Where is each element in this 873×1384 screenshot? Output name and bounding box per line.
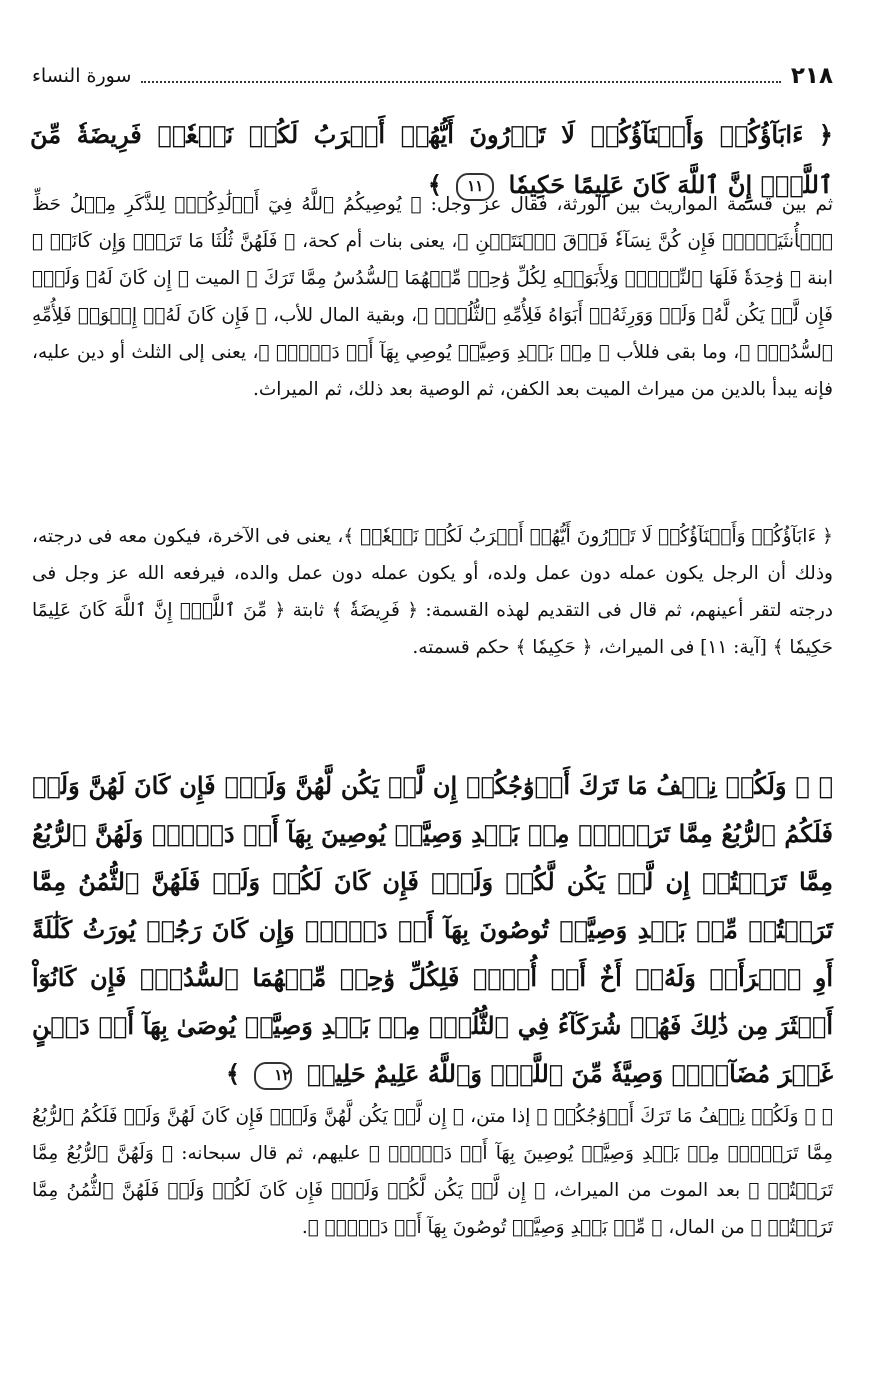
paragraph-text: ثم بين قسمة المواريث بين الورثة، فقال عز وجل: ﴿ يُوصِيكُمُ ٱللَّهُ فِيٓ أَوۡلَٰدِكُمۡۖ لِلذَّكَرِ مِثۡلُ حَظِّ ٱلۡأُنثَيَيۡنِۚ فَإِن كُنَّ نِسَآءٗ فَوۡقَ ٱثۡنَتَيۡنِ ﴾، يعنى بنات أم كحة، ﴿ فَلَهُنَّ ثُلُثَا مَا تَرَكَۖ وَإِن كَانَتۡ ﴾ ابنة ﴿ وَٰحِدَةٗ فَلَهَا ٱلنِّصۡفُۚ وَلِأَبَوَيۡهِ لِكُلِّ وَٰحِدٖ مِّنۡهُمَا ٱلسُّدُسُ مِمَّا تَرَكَ ﴾ الميت ﴿ إِن كَانَ لَهُۥ وَلَدٞۚ فَإِن لَّمۡ يَكُن لَّهُۥ وَلَدٞ وَوَرِثَهُۥٓ أَبَوَاهُ فَلِأُمِّهِ ٱلثُّلُثُۚ ﴾، وبقية المال للأب، ﴿ فَإِن كَانَ لَهُۥٓ إِخۡوَةٞ فَلِأُمِّهِ ٱلسُّدُسُۚ ﴾، وما بقى فللأب ﴿ مِنۢ بَعۡدِ وَصِيَّةٖ يُوصِي بِهَآ أَوۡ دَيۡنٍۗ ﴾، يعنى إلى الثلث أو دين عليه، فإنه يبدأ بالدين من ميراث الميت بعد الكفن، ثم الوصية بعد ذلك، ثم الميراث.	[32, 194, 833, 400]
paragraph-text: ﴿ ءَابَآؤُكُمۡ وَأَبۡنَآؤُكُمۡ لَا تَدۡرُونَ أَيُّهُمۡ أَقۡرَبُ لَكُمۡ نَفۡعٗاۚ ﴾، يعنى فى الآخرة، فيكون معه فى درجته، وذلك أن الرجل يكون عمله دون عمل ولده، أو يكون عمله دون عمل والده، فيرفعه الله عز وجل فى درجته لتقر أعينهم، ثم قال فى التقديم لهذه القسمة: ﴿ فَرِيضَةٗ ﴾ ثابتة ﴿ مِّنَ ٱللَّهِۗ إِنَّ ٱللَّهَ كَانَ عَلِيمًا حَكِيمٗا ﴾ [آية: ١١] فى الميراث، ﴿ حَكِيمٗا ﴾ حكم قسمته.	[32, 526, 833, 658]
page-number: ٢١٨	[790, 63, 833, 89]
verse-closing-bracket: ﴾	[226, 1059, 241, 1088]
verse-text: ﴿ ۞ وَلَكُمۡ نِصۡفُ مَا تَرَكَ أَزۡوَٰجُكُمۡ إِن لَّمۡ يَكُن لَّهُنَّ وَلَدٞۚ فَإِن كَانَ لَهُنَّ وَلَدٞ فَلَكُمُ ٱلرُّبُعُ مِمَّا تَرَكۡنَۚ مِنۢ بَعۡدِ وَصِيَّةٖ يُوصِينَ بِهَآ أَوۡ دَيۡنٖۚ وَلَهُنَّ ٱلرُّبُعُ مِمَّا تَرَكۡتُمۡ إِن لَّمۡ يَكُن لَّكُمۡ وَلَدٞۚ فَإِن كَانَ لَكُمۡ وَلَدٞ فَلَهُنَّ ٱلثُّمُنُ مِمَّا تَرَكۡتُمۚ مِّنۢ بَعۡدِ وَصِيَّةٖ تُوصُونَ بِهَآ أَوۡ دَيۡنٖۗ وَإِن كَانَ رَجُلٞ يُورَثُ كَلَٰلَةً أَوِ ٱمۡرَأَةٞ وَلَهُۥٓ أَخٌ أَوۡ أُخۡتٞ فَلِكُلِّ وَٰحِدٖ مِّنۡهُمَا ٱلسُّدُسُۚ فَإِن كَانُوٓاْ أَكۡثَرَ مِن ذَٰلِكَ فَهُمۡ شُرَكَآءُ فِي ٱلثُّلُثِۚ مِنۢ بَعۡدِ وَصِيَّةٖ يُوصَىٰ بِهَآ أَوۡ دَيۡنٍ غَيۡرَ مُضَآرّٖۚ وَصِيَّةٗ مِّنَ ٱللَّهِۗ وَٱللَّهُ عَلِيمٌ حَلِيمٞ	[32, 771, 833, 1088]
page-header	[32, 56, 833, 96]
commentary-paragraph-3	[32, 1098, 833, 1246]
verse-number-marker: ١١	[456, 173, 494, 201]
commentary-paragraph-1	[32, 186, 833, 408]
verse-number-marker: ١٢	[254, 1062, 292, 1090]
commentary-paragraph-2	[32, 518, 833, 666]
verse-text: ﴿ ءَابَآؤُكُمۡ وَأَبۡنَآؤُكُمۡ لَا تَدۡرُونَ أَيُّهُمۡ أَقۡرَبُ لَكُمۡ نَفۡعٗاۚ فَرِيضَةٗ مِّنَ ٱللَّهِۗ إِنَّ ٱللَّهَ كَانَ عَلِيمًا حَكِيمٗا	[30, 120, 833, 199]
paragraph-text: ﴿ ۞ وَلَكُمۡ نِصۡفُ مَا تَرَكَ أَزۡوَٰجُكُمۡ ﴾ إذا متن، ﴿ إِن لَّمۡ يَكُن لَّهُنَّ وَلَدٞۚ فَإِن كَانَ لَهُنَّ وَلَدٞ فَلَكُمُ ٱلرُّبُعُ مِمَّا تَرَكۡنَۚ مِنۢ بَعۡدِ وَصِيَّةٖ يُوصِينَ بِهَآ أَوۡ دَيۡنٖۚ ﴾ عليهم، ثم قال سبحانه: ﴿ وَلَهُنَّ ٱلرُّبُعُ مِمَّا تَرَكۡتُمۡ ﴾ بعد الموت من الميراث، ﴿ إِن لَّمۡ يَكُن لَّكُمۡ وَلَدٞۚ فَإِن كَانَ لَكُمۡ وَلَدٞ فَلَهُنَّ ٱلثُّمُنُ مِمَّا تَرَكۡتُمۚ ﴾ من المال، ﴿ مِّنۢ بَعۡدِ وَصِيَّةٖ تُوصُونَ بِهَآ أَوۡ دَيۡنٖۗ ﴾.	[32, 1106, 833, 1238]
verse-closing-bracket: ﴾	[427, 170, 442, 199]
header-dotted-rule	[141, 69, 780, 83]
quran-verse-block	[32, 762, 833, 1098]
surah-title: سورة النساء	[32, 65, 132, 87]
